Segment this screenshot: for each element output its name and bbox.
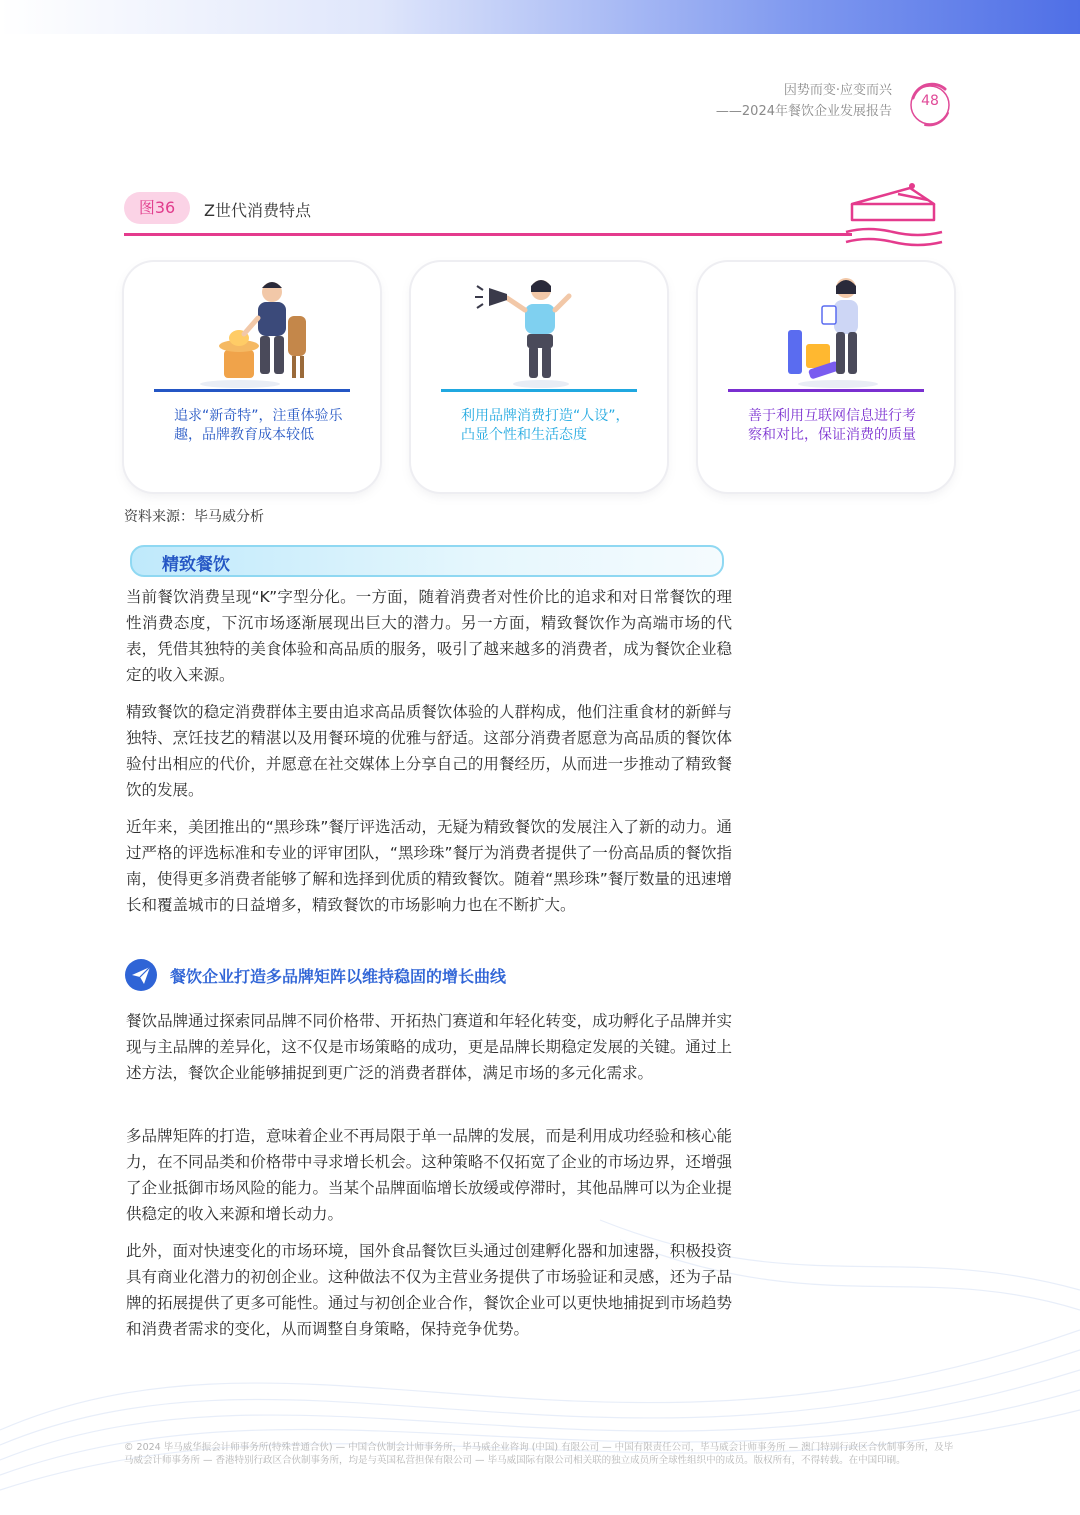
figure-title-underline [124, 233, 852, 236]
card-3-text: 善于利用互联网信息进行考察和对比，保证消费的质量 [748, 408, 916, 443]
subsection-paragraph-1: 餐饮品牌通过探索同品牌不同价格带、开拓热门赛道和年轻化转变，成功孵化子品牌并实现与主品牌的差异化，这不仅是市场策略的成功，更是品牌长期稳定发展的关键。通过上述方法，餐饮企业能够捕捉到更广泛的消费者群体，满足市场的多元化需求。 [126, 1012, 732, 1082]
card-3-accent-bar [728, 389, 924, 392]
top-gradient-bar [0, 0, 1080, 34]
figure-title: Z世代消费特点 [204, 201, 311, 220]
figure-source: 资料来源：毕马威分析 [124, 509, 264, 525]
feature-card-1 [124, 262, 380, 492]
card-1-accent-bar [154, 389, 350, 392]
feature-card-3 [698, 262, 954, 492]
copyright-footer: © 2024 毕马威华振会计师事务所(特殊普通合伙) — 中国合伙制会计师事务所，毕马威企业咨询 (中国) 有限公司 — 中国有限责任公司，毕马威会计师事务所 — 澳门特别行政区合伙制事务所，及毕马威会计师事务所 — 香港特别行政区合伙制事务所，均是与英国私营担保有限公司 — 毕马威国际有限公司相关联的独立成员所全球性组织中的成员。版权所有，不得转载。在中国印刷。 [124, 1442, 954, 1466]
section-paragraph-3: 近年来，美团推出的“黑珍珠”餐厅评选活动，无疑为精致餐饮的发展注入了新的动力。通过严格的评选标准和专业的评审团队，“黑珍珠”餐厅为消费者提供了一份高品质的餐饮指南，使得更多消费者能够了解和选择到优质的精致餐饮。随着“黑珍珠”餐厅数量的迅速增长和覆盖城市的日益增多，精致餐饮的市场影响力也在不断扩大。 [126, 818, 732, 914]
pottery-person-icon [184, 272, 320, 390]
checklist-person-icon [758, 272, 894, 390]
megaphone-person-icon [471, 272, 607, 390]
report-header-line1: 因势而变·应变而兴 [783, 83, 892, 98]
card-1-text: 追求“新奇特”，注重体验乐趣，品牌教育成本较低 [174, 408, 343, 443]
section-paragraph-2: 精致餐饮的稳定消费群体主要由追求高品质餐饮体验的人群构成，他们注重食材的新鲜与独特、烹饪技艺的精湛以及用餐环境的优雅与舒适。这部分消费者愿意为高品质的餐饮体验付出相应的代价，并愿意在社交媒体上分享自己的用餐经历，从而进一步推动了精致餐饮的发展。 [126, 703, 732, 799]
report-header [716, 80, 892, 122]
section-heading-pill [130, 545, 724, 577]
subsection-paragraph-2: 多品牌矩阵的打造，意味着企业不再局限于单一品牌的发展，而是利用成功经验和核心能力，在不同品类和价格带中寻求增长机会。这种策略不仅拓宽了企业的市场边界，还增强了企业抵御市场风险的能力。当某个品牌面临增长放缓或停滞时，其他品牌可以为企业提供稳定的收入来源和增长动力。 [126, 1127, 732, 1223]
section-paragraph-1: 当前餐饮消费呈现“K”字型分化。一方面，随着消费者对性价比的追求和对日常餐饮的理性消费态度，下沉市场逐渐展现出巨大的潜力。另一方面，精致餐饮作为高端市场的代表，凭借其独特的美食体验和高品质的服务，吸引了越来越多的消费者，成为餐饮企业稳定的收入来源。 [126, 588, 732, 684]
page-number: 48 [921, 93, 939, 109]
cake-slice-icon [838, 180, 948, 252]
section-title: 精致餐饮 [162, 555, 230, 575]
figure-tag: 图36 [124, 192, 190, 224]
subsection-title: 餐饮企业打造多品牌矩阵以维持稳固的增长曲线 [170, 967, 507, 986]
card-2-text: 利用品牌消费打造“人设”，凸显个性和生活态度 [461, 408, 630, 443]
paper-plane-icon [124, 958, 158, 992]
report-header-line2: ——2024年餐饮企业发展报告 [715, 104, 892, 119]
card-2-accent-bar [441, 389, 637, 392]
feature-card-2 [411, 262, 667, 492]
subsection-paragraph-3: 此外，面对快速变化的市场环境，国外食品餐饮巨头通过创建孵化器和加速器，积极投资具有商业化潜力的初创企业。这种做法不仅为主营业务提供了市场验证和灵感，还为子品牌的拓展提供了更多可能性。通过与初创企业合作，餐饮企业可以更快地捕捉到市场趋势和消费者需求的变化，从而调整自身策略，保持竞争优势。 [126, 1242, 732, 1338]
